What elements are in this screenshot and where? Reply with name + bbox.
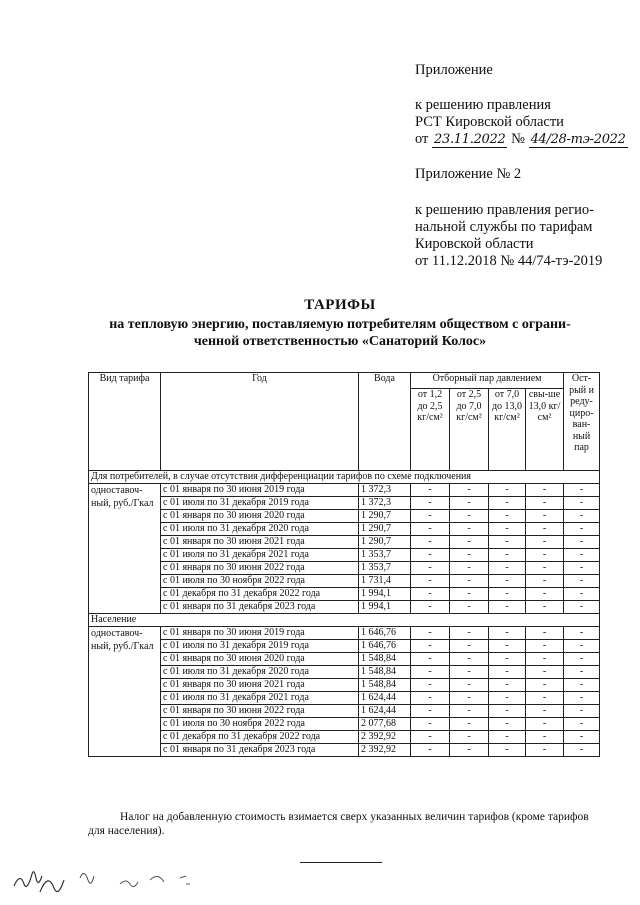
table-row — [89, 536, 600, 549]
steam-2-cell: - — [450, 536, 489, 549]
column-header-steam-3: от 7,0 до 13,0 кг/см² — [489, 389, 526, 471]
reference-line-1: к решению правления регио- — [415, 202, 594, 218]
water-value-cell: 2 392,92 — [359, 744, 411, 757]
steam-4-cell: - — [526, 692, 564, 705]
steam-3-cell: - — [489, 640, 526, 653]
water-value-cell: 1 372,3 — [359, 484, 411, 497]
sharp-steam-cell: - — [564, 705, 600, 718]
steam-2-cell: - — [450, 575, 489, 588]
water-value-cell: 1 646,76 — [359, 640, 411, 653]
steam-2-cell: - — [450, 549, 489, 562]
section-header-row — [89, 471, 600, 484]
steam-2-cell: - — [450, 653, 489, 666]
tariff-kind-cell: одноставоч-ный, руб./Гкал — [89, 484, 161, 614]
sharp-steam-cell: - — [564, 510, 600, 523]
period-cell: с 01 января по 31 декабря 2023 года — [161, 601, 359, 614]
steam-4-cell: - — [526, 627, 564, 640]
bottom-divider — [300, 862, 382, 863]
steam-4-cell: - — [526, 484, 564, 497]
steam-1-cell: - — [411, 744, 450, 757]
steam-3-cell: - — [489, 575, 526, 588]
steam-4-cell: - — [526, 653, 564, 666]
steam-1-cell: - — [411, 575, 450, 588]
table-row — [89, 718, 600, 731]
table-row — [89, 549, 600, 562]
sharp-steam-cell: - — [564, 627, 600, 640]
table-row — [89, 731, 600, 744]
steam-2-cell: - — [450, 692, 489, 705]
steam-4-cell: - — [526, 536, 564, 549]
water-value-cell: 1 290,7 — [359, 536, 411, 549]
sharp-steam-cell: - — [564, 484, 600, 497]
column-header-steam-4: свы-ше 13,0 кг/см² — [526, 389, 564, 471]
section-title: Население — [89, 614, 600, 627]
document-subtitle — [60, 316, 620, 350]
steam-1-cell: - — [411, 640, 450, 653]
water-value-cell: 1 548,84 — [359, 653, 411, 666]
steam-3-cell: - — [489, 679, 526, 692]
date-prefix: от — [415, 131, 429, 147]
table-row — [89, 510, 600, 523]
steam-3-cell: - — [489, 588, 526, 601]
water-value-cell: 1 731,4 — [359, 575, 411, 588]
steam-3-cell: - — [489, 497, 526, 510]
period-cell: с 01 января по 30 июня 2021 года — [161, 536, 359, 549]
water-value-cell: 1 290,7 — [359, 510, 411, 523]
column-header-steam-1: от 1,2 до 2,5 кг/см² — [411, 389, 450, 471]
steam-2-cell: - — [450, 562, 489, 575]
steam-1-cell: - — [411, 653, 450, 666]
column-header-steam-group: Отборный пар давлением — [411, 373, 564, 389]
water-value-cell: 1 646,76 — [359, 627, 411, 640]
table-row — [89, 666, 600, 679]
sharp-steam-cell: - — [564, 679, 600, 692]
sharp-steam-cell: - — [564, 601, 600, 614]
section-header-row — [89, 614, 600, 627]
sharp-steam-cell: - — [564, 744, 600, 757]
tariff-table — [88, 372, 600, 757]
sharp-steam-cell: - — [564, 549, 600, 562]
column-header-water: Вода — [359, 373, 411, 471]
steam-2-cell: - — [450, 666, 489, 679]
column-header-period: Год — [161, 373, 359, 471]
period-cell: с 01 июля по 31 декабря 2021 года — [161, 692, 359, 705]
table-row — [89, 484, 600, 497]
period-cell: с 01 января по 30 июня 2019 года — [161, 484, 359, 497]
table-row — [89, 562, 600, 575]
tariff-table-body — [89, 471, 600, 757]
steam-1-cell: - — [411, 562, 450, 575]
steam-4-cell: - — [526, 549, 564, 562]
steam-4-cell: - — [526, 718, 564, 731]
water-value-cell: 1 994,1 — [359, 588, 411, 601]
period-cell: с 01 июля по 31 декабря 2021 года — [161, 549, 359, 562]
steam-4-cell: - — [526, 666, 564, 679]
steam-3-cell: - — [489, 601, 526, 614]
steam-4-cell: - — [526, 679, 564, 692]
period-cell: с 01 декабря по 31 декабря 2022 года — [161, 731, 359, 744]
steam-3-cell: - — [489, 510, 526, 523]
table-row — [89, 705, 600, 718]
table-row — [89, 653, 600, 666]
steam-4-cell: - — [526, 640, 564, 653]
steam-2-cell: - — [450, 731, 489, 744]
decision-date: 23.11.2022 — [434, 132, 506, 147]
steam-4-cell: - — [526, 705, 564, 718]
decision-date-line — [415, 131, 628, 148]
period-cell: с 01 июля по 30 ноября 2022 года — [161, 575, 359, 588]
steam-4-cell: - — [526, 497, 564, 510]
water-value-cell: 1 372,3 — [359, 497, 411, 510]
steam-3-cell: - — [489, 705, 526, 718]
appendix2-title: Приложение № 2 — [415, 166, 522, 182]
period-cell: с 01 января по 30 июня 2022 года — [161, 562, 359, 575]
water-value-cell: 1 290,7 — [359, 523, 411, 536]
water-value-cell: 1 994,1 — [359, 601, 411, 614]
steam-2-cell: - — [450, 523, 489, 536]
period-cell: с 01 января по 30 июня 2020 года — [161, 653, 359, 666]
steam-2-cell: - — [450, 601, 489, 614]
number-prefix: № — [511, 131, 525, 147]
steam-3-cell: - — [489, 666, 526, 679]
appendix-title: Приложение — [415, 62, 493, 78]
steam-1-cell: - — [411, 536, 450, 549]
period-cell: с 01 января по 30 июня 2019 года — [161, 627, 359, 640]
column-header-sharp-steam: Ост-рый и реду-циро-ван-ный пар — [564, 373, 600, 471]
steam-3-cell: - — [489, 523, 526, 536]
reference-line-3: Кировской области — [415, 236, 534, 252]
steam-1-cell: - — [411, 718, 450, 731]
period-cell: с 01 июля по 31 декабря 2019 года — [161, 497, 359, 510]
steam-3-cell: - — [489, 549, 526, 562]
period-cell: с 01 июля по 31 декабря 2020 года — [161, 523, 359, 536]
decision-number: 44/28-тэ-2022 — [530, 132, 626, 147]
steam-4-cell: - — [526, 601, 564, 614]
table-row — [89, 523, 600, 536]
steam-2-cell: - — [450, 484, 489, 497]
steam-4-cell: - — [526, 562, 564, 575]
period-cell: с 01 июля по 31 декабря 2020 года — [161, 666, 359, 679]
period-cell: с 01 января по 30 июня 2022 года — [161, 705, 359, 718]
steam-1-cell: - — [411, 549, 450, 562]
section-title: Для потребителей, в случае отсутствия дифференциации тарифов по схеме подключения — [89, 471, 600, 484]
steam-1-cell: - — [411, 588, 450, 601]
reference-line-2: нальной службы по тарифам — [415, 219, 593, 235]
sharp-steam-cell: - — [564, 562, 600, 575]
steam-1-cell: - — [411, 692, 450, 705]
sharp-steam-cell: - — [564, 536, 600, 549]
sharp-steam-cell: - — [564, 692, 600, 705]
steam-2-cell: - — [450, 497, 489, 510]
steam-1-cell: - — [411, 666, 450, 679]
steam-1-cell: - — [411, 497, 450, 510]
steam-3-cell: - — [489, 562, 526, 575]
steam-4-cell: - — [526, 588, 564, 601]
steam-2-cell: - — [450, 718, 489, 731]
water-value-cell: 1 548,84 — [359, 679, 411, 692]
steam-4-cell: - — [526, 575, 564, 588]
steam-2-cell: - — [450, 510, 489, 523]
table-row — [89, 575, 600, 588]
sharp-steam-cell: - — [564, 731, 600, 744]
table-row — [89, 692, 600, 705]
table-row — [89, 601, 600, 614]
steam-1-cell: - — [411, 679, 450, 692]
water-value-cell: 2 077,68 — [359, 718, 411, 731]
water-value-cell: 1 353,7 — [359, 549, 411, 562]
reference-line-4: от 11.12.2018 № 44/74-тэ-2019 — [415, 253, 603, 269]
steam-1-cell: - — [411, 484, 450, 497]
steam-4-cell: - — [526, 731, 564, 744]
steam-2-cell: - — [450, 744, 489, 757]
sharp-steam-cell: - — [564, 497, 600, 510]
tariff-kind-cell: одноставоч-ный, руб./Гкал — [89, 627, 161, 757]
steam-3-cell: - — [489, 484, 526, 497]
steam-3-cell: - — [489, 627, 526, 640]
water-value-cell: 1 353,7 — [359, 562, 411, 575]
sharp-steam-cell: - — [564, 666, 600, 679]
handwritten-signature-icon — [10, 856, 210, 902]
table-row — [89, 679, 600, 692]
steam-1-cell: - — [411, 627, 450, 640]
period-cell: с 01 июля по 31 декабря 2019 года — [161, 640, 359, 653]
table-row — [89, 744, 600, 757]
steam-3-cell: - — [489, 536, 526, 549]
steam-3-cell: - — [489, 653, 526, 666]
decision-line-1: к решению правления — [415, 97, 551, 113]
period-cell: с 01 января по 30 июня 2021 года — [161, 679, 359, 692]
steam-1-cell: - — [411, 523, 450, 536]
sharp-steam-cell: - — [564, 718, 600, 731]
water-value-cell: 2 392,92 — [359, 731, 411, 744]
period-cell: с 01 января по 31 декабря 2023 года — [161, 744, 359, 757]
table-row — [89, 588, 600, 601]
sharp-steam-cell: - — [564, 588, 600, 601]
steam-4-cell: - — [526, 744, 564, 757]
steam-2-cell: - — [450, 679, 489, 692]
decision-line-2: РСТ Кировской области — [415, 114, 564, 130]
steam-2-cell: - — [450, 705, 489, 718]
steam-3-cell: - — [489, 731, 526, 744]
period-cell: с 01 июля по 30 ноября 2022 года — [161, 718, 359, 731]
steam-4-cell: - — [526, 523, 564, 536]
column-header-steam-2: от 2,5 до 7,0 кг/см² — [450, 389, 489, 471]
table-row — [89, 627, 600, 640]
steam-2-cell: - — [450, 588, 489, 601]
column-header-kind: Вид тарифа — [89, 373, 161, 471]
steam-3-cell: - — [489, 744, 526, 757]
subtitle-line-2: ченной ответственностью «Санаторий Колос» — [193, 334, 487, 349]
period-cell: с 01 декабря по 31 декабря 2022 года — [161, 588, 359, 601]
document-title: ТАРИФЫ — [304, 297, 376, 313]
vat-note: Налог на добавленную стоимость взимается сверх указанных величин тарифов (кроме тарифов для населения). — [88, 811, 589, 837]
table-row — [89, 497, 600, 510]
steam-1-cell: - — [411, 705, 450, 718]
sharp-steam-cell: - — [564, 653, 600, 666]
sharp-steam-cell: - — [564, 575, 600, 588]
water-value-cell: 1 624,44 — [359, 705, 411, 718]
sharp-steam-cell: - — [564, 640, 600, 653]
sharp-steam-cell: - — [564, 523, 600, 536]
steam-1-cell: - — [411, 510, 450, 523]
water-value-cell: 1 624,44 — [359, 692, 411, 705]
steam-1-cell: - — [411, 601, 450, 614]
subtitle-line-1: на тепловую энергию, поставляемую потребителям обществом с ограни- — [109, 317, 571, 332]
steam-3-cell: - — [489, 692, 526, 705]
steam-4-cell: - — [526, 510, 564, 523]
steam-2-cell: - — [450, 640, 489, 653]
period-cell: с 01 января по 30 июня 2020 года — [161, 510, 359, 523]
steam-1-cell: - — [411, 731, 450, 744]
steam-2-cell: - — [450, 627, 489, 640]
water-value-cell: 1 548,84 — [359, 666, 411, 679]
steam-3-cell: - — [489, 718, 526, 731]
table-row — [89, 640, 600, 653]
